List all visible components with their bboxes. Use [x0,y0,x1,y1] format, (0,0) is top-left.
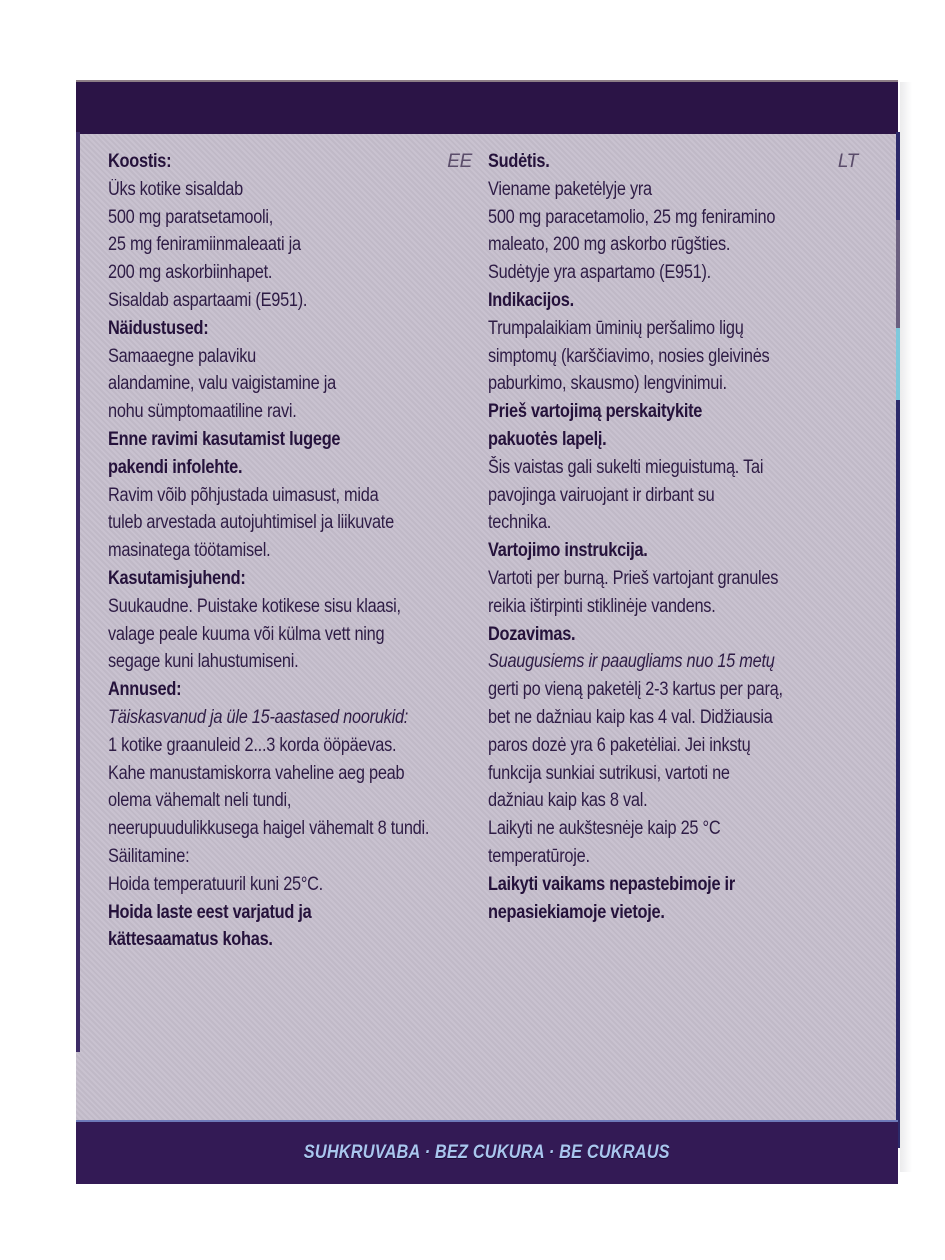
box-shadow [900,82,912,1172]
lt-text-line: paros dozė yra 6 paketėliai. Jei inkstų [488,734,751,756]
ee-text-line: Samaaegne palaviku [108,345,256,367]
lt-heading-line: Sudėtis. [488,151,550,172]
ee-text-line: Säilitamine: [108,845,190,867]
ee-text-line: Kahe manustamiskorra vaheline aeg peab [108,762,405,784]
lt-text-line: pavojinga vairuojant ir dirbant su [488,484,715,506]
ee-text-line: 1 kotike graanuleid 2...3 korda ööpäevas. [108,734,397,756]
ee-text-line: 200 mg askorbiinhapet. [108,262,273,284]
right-edge-cyan-segment [896,328,900,400]
lt-text-line: Vartoti per burną. Prieš vartojant granules [488,567,779,589]
ee-text-line: Sisaldab aspartaami (E951). [108,289,308,311]
right-edge-grey-segment [896,220,900,328]
lt-text-line: Laikyti ne aukštesnėje kaip 25 °C [488,818,721,840]
lt-heading-line: nepasiekiamoje vietoje. [488,901,665,923]
lt-text-line: gerti po vieną paketėlį 2-3 kartus per parą, [488,679,783,701]
ee-text-line: 25 mg feniramiinmaleaati ja [108,234,301,256]
lt-text-line: dažniau kaip kas 8 val. [488,790,648,812]
ee-text-line: Suukaudne. Puistake kotikese sisu klaasi, [108,595,401,617]
lt-text-line: Trumpalaikiam ūminių peršalimo ligų [488,317,744,339]
ee-text-line: 500 mg paratsetamooli, [108,206,274,228]
lt-heading-line: pakuotės lapelį. [488,428,607,450]
lt-text-line: temperatūroje. [488,845,590,867]
lt-text-line: Suaugusiems ir paaugliams nuo 15 metų [488,651,775,673]
lithuanian-text-column [488,148,858,926]
lt-text-line: Sudėtyje yra aspartamo (E951). [488,262,711,284]
ee-text-line: valage peale kuuma või külma vett ning [108,623,385,645]
ee-heading-line: pakendi infolehte. [108,456,243,478]
ee-text-line: nohu sümptomaatiline ravi. [108,401,297,423]
ee-heading-line: Annused: [108,679,182,701]
ee-heading-line: Näidustused: [108,317,209,339]
lt-text-line: Viename paketėlyje yra [488,178,652,200]
lithuanian-lines [488,148,844,926]
ee-heading-line: Kasutamisjuhend: [108,567,246,589]
lt-text-line: maleato, 200 mg askorbo rūgšties. [488,234,731,256]
lt-text-line: simptomų (karščiavimo, nosies gleivinės [488,345,770,367]
ee-text-line: masinatega töötamisel. [108,540,271,562]
ee-text-line: Hoida temperatuuril kuni 25°C. [108,873,323,895]
ee-text-line: neerupuudulikkusega haigel vähemalt 8 tundi. [108,818,430,840]
ee-heading-line: kättesaamatus kohas. [108,929,273,951]
ee-text-line: Ravim võib põhjustada uimasust, mida [108,484,379,506]
sugar-free-tagline: SUHKRUVABA · BEZ CUKURA · BE CUKRAUS [304,1142,670,1163]
lt-text-line: reikia ištirpinti stiklinėje vandens. [488,595,716,617]
ee-text-line: segage kuni lahustumiseni. [108,651,299,673]
top-color-band [76,80,898,134]
bottom-color-band [76,1120,898,1184]
lt-text-line: Šis vaistas gali sukelti mieguistumą. Tai [488,456,764,478]
estonian-text-column [108,148,472,954]
lt-heading-line: Prieš vartojimą perskaitykite [488,401,703,423]
lt-text-line: paburkimo, skausmo) lengvinimui. [488,373,727,395]
language-code-ee: EE [447,151,472,172]
lt-heading-line: Vartojimo instrukcija. [488,540,648,562]
ee-text-line: tuleb arvestada autojuhtimisel ja liikuvate [108,512,394,534]
lt-heading-line: Laikyti vaikams nepastebimoje ir [488,873,735,895]
left-edge-stripe [76,132,80,1052]
ee-text-line: Üks kotike sisaldab [108,178,243,200]
lt-text-line: 500 mg paracetamolio, 25 mg feniramino [488,206,776,228]
ee-text-line: Täiskasvanud ja üle 15-aastased noorukid: [108,706,409,728]
lt-text-line: funkcija sunkiai sutrikusi, vartoti ne [488,762,730,784]
ee-heading-line: Enne ravimi kasutamist lugege [108,428,341,450]
ee-heading-line: Koostis: [108,151,172,172]
language-code-lt: LT [837,151,858,172]
lt-heading-line: Indikacijos. [488,289,574,311]
estonian-lines [108,148,458,954]
lt-text-line: bet ne dažniau kaip kas 4 val. Didžiausia [488,706,773,728]
medicine-package-back [76,80,898,1184]
ee-text-line: olema vähemalt neli tundi, [108,790,292,812]
ee-text-line: alandamine, valu vaigistamine ja [108,373,336,395]
ee-heading-line: Hoida laste eest varjatud ja [108,901,312,923]
lt-heading-line: Dozavimas. [488,623,576,645]
lt-text-line: technika. [488,512,552,534]
